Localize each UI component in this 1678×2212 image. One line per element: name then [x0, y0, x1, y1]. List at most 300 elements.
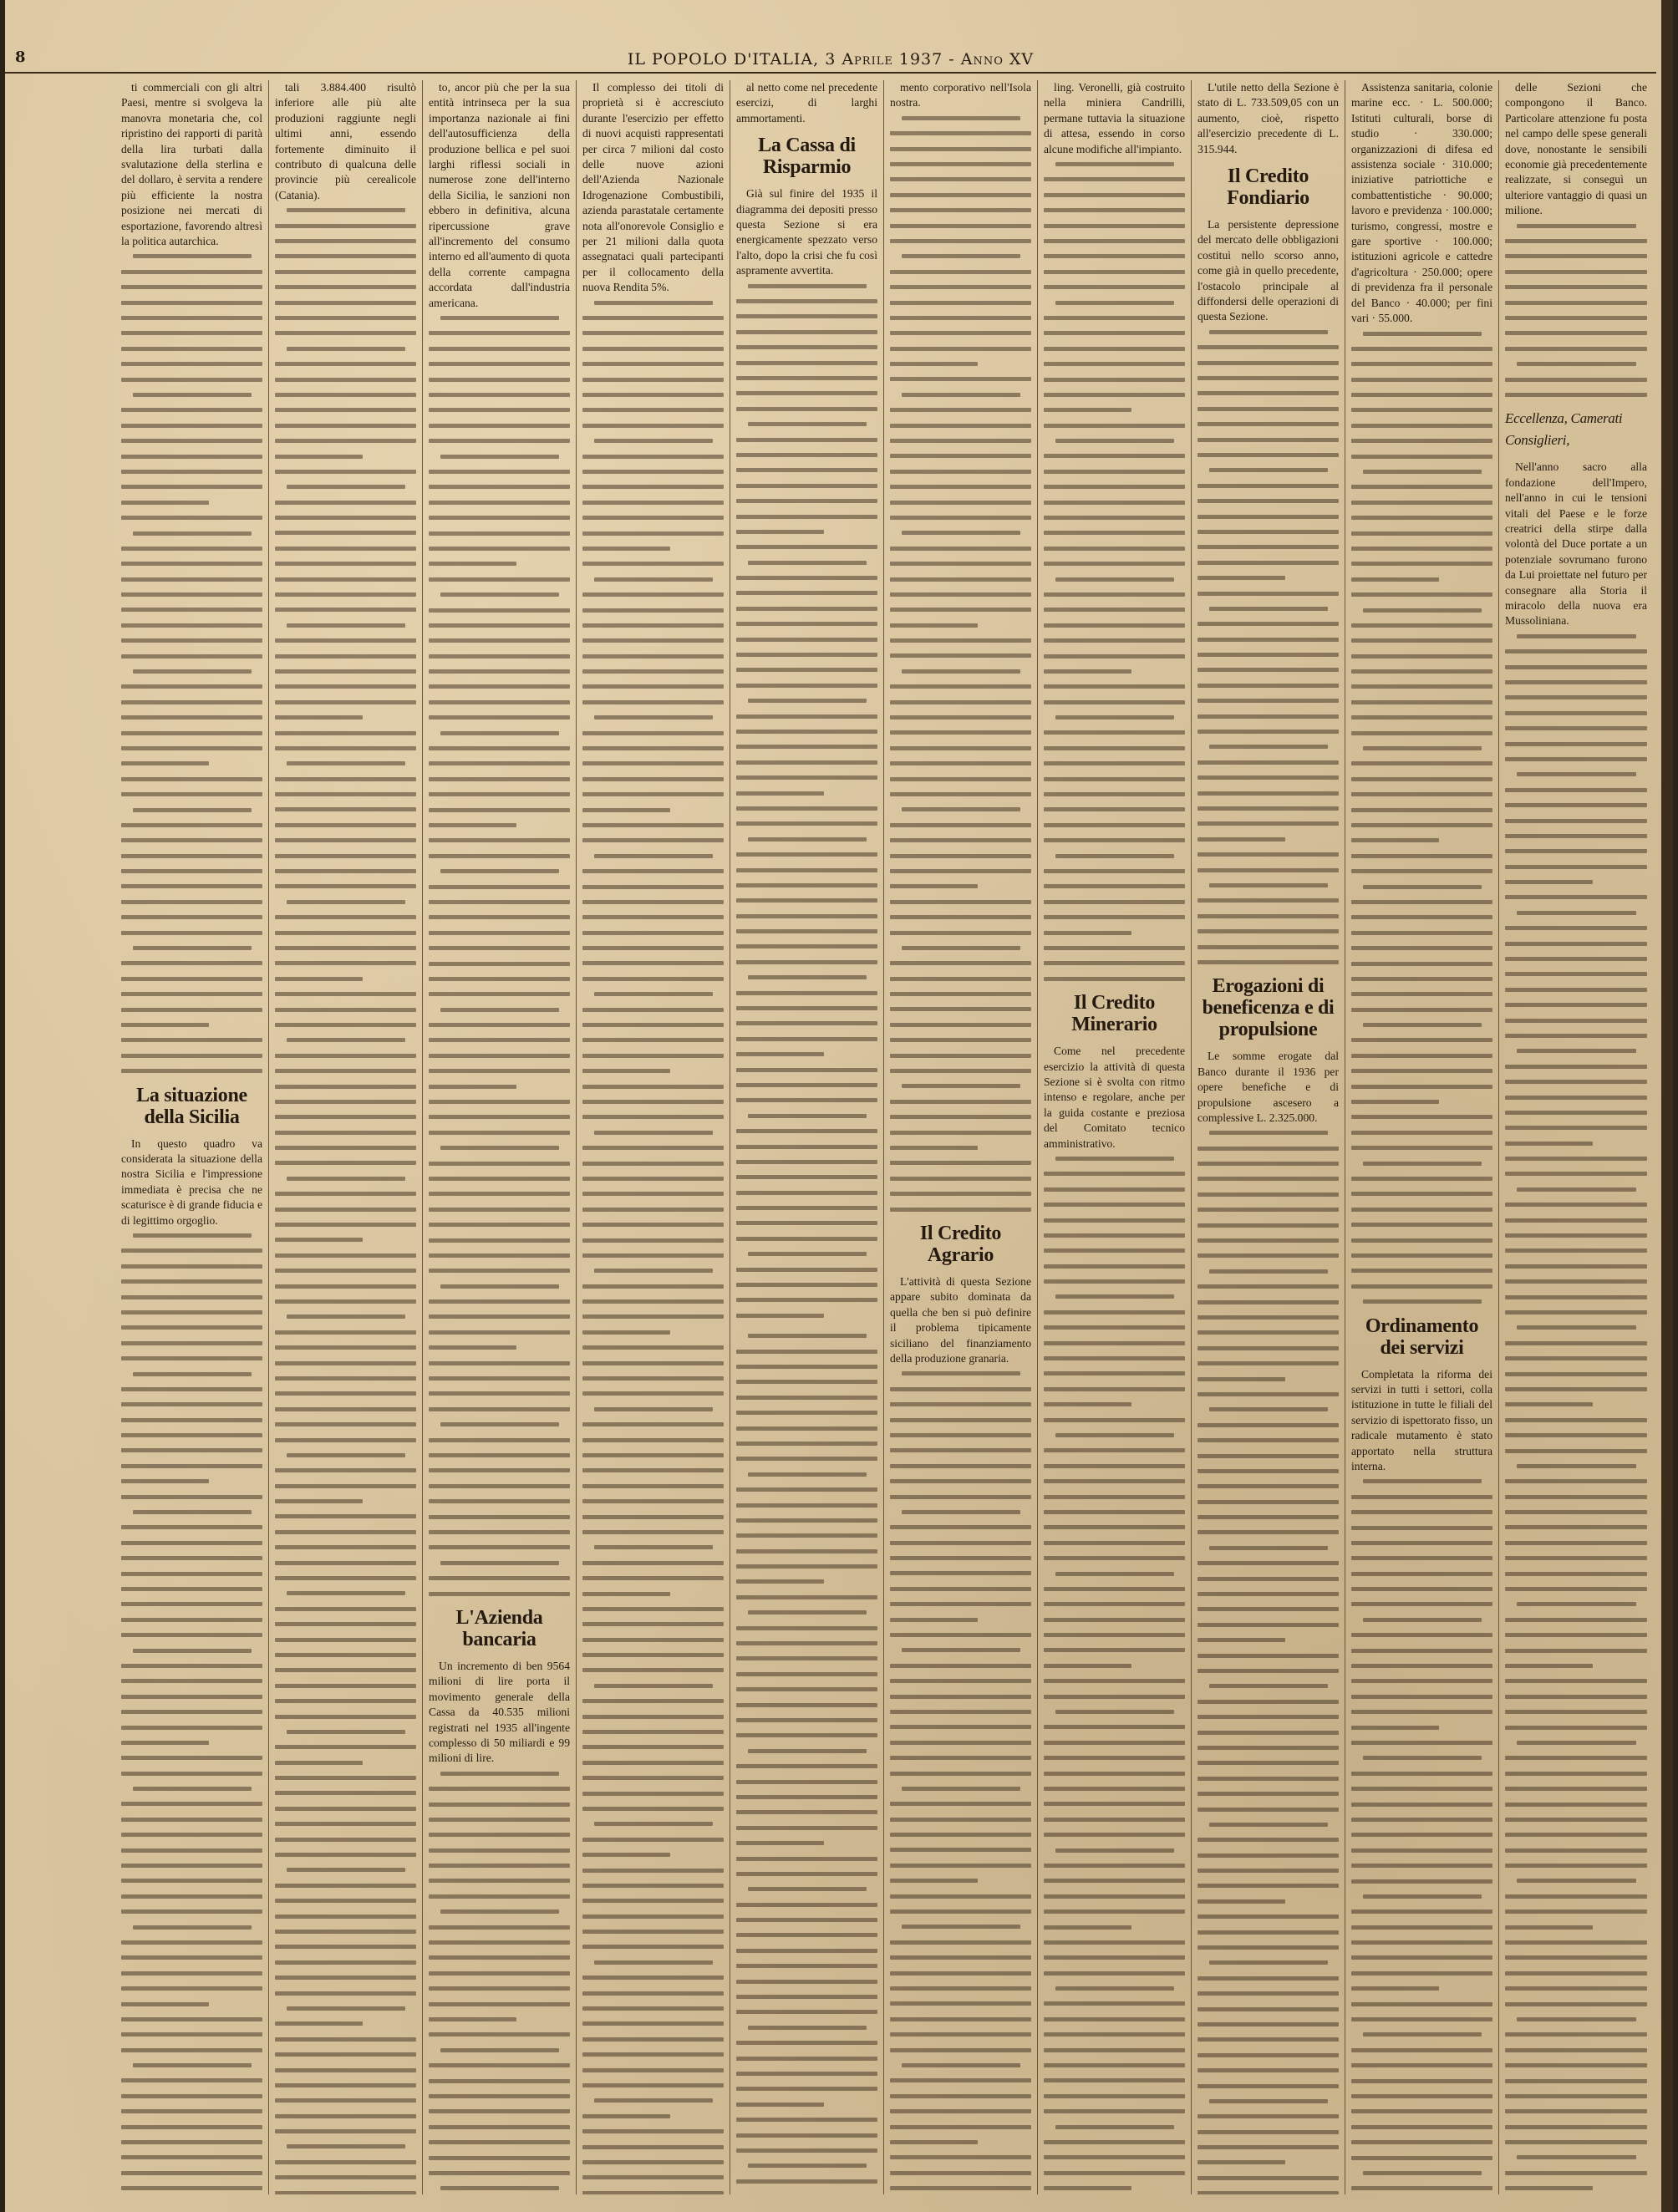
text-line	[121, 1402, 262, 1406]
text-line	[275, 1561, 416, 1565]
text-line	[736, 622, 877, 626]
text-line	[429, 1499, 570, 1503]
text-line	[1505, 1264, 1647, 1269]
text-line	[1351, 2002, 1492, 2006]
text-line	[1044, 792, 1185, 796]
text-line	[275, 424, 416, 428]
text-line	[1044, 654, 1185, 659]
text-line	[1351, 1192, 1492, 1196]
text-line	[1351, 900, 1492, 904]
text-line	[121, 623, 262, 628]
text-line	[1209, 1684, 1328, 1688]
text-line	[1505, 1864, 1647, 1868]
text-line	[275, 838, 416, 842]
text-line	[429, 1879, 570, 1883]
text-line	[582, 1284, 724, 1289]
text-line	[1197, 376, 1339, 380]
text-line	[121, 516, 262, 520]
text-line	[736, 1129, 877, 1133]
text-line	[121, 501, 209, 505]
text-line	[902, 1648, 1020, 1652]
text-line	[121, 1971, 262, 1976]
text-line	[582, 1422, 724, 1426]
text-line	[1044, 638, 1185, 643]
text-line	[1044, 1479, 1185, 1483]
text-line	[736, 1052, 824, 1056]
text-line	[275, 1622, 416, 1626]
text-line	[582, 1238, 724, 1243]
text-line	[890, 915, 1031, 919]
text-line	[429, 547, 570, 551]
text-line	[890, 854, 1031, 858]
column-10-section-text: Nell'anno sacro alla fondazione dell'Impero, nell'anno in cui le tensioni vitali del Paese e le forze creatrici della stirpe dalla volontà del Duce portate a un potenziale sovrumano furono da Lui proiettate nel futuro per consegnare alla Storia il miracolo della nuova era Mussoliniana.	[1505, 460, 1647, 628]
text-line	[440, 592, 559, 597]
text-line	[1351, 1038, 1492, 1042]
text-line	[275, 254, 416, 258]
text-line	[736, 1826, 877, 1830]
text-line	[1044, 684, 1185, 689]
text-line	[287, 208, 405, 212]
text-line	[275, 684, 416, 689]
text-line	[1505, 834, 1647, 838]
text-line	[440, 2186, 559, 2190]
text-line	[736, 991, 877, 995]
text-line	[429, 347, 570, 351]
text-line	[1197, 1162, 1339, 1166]
text-line	[133, 669, 252, 674]
text-line	[275, 915, 416, 919]
text-line	[1055, 577, 1174, 582]
text-line	[1044, 2109, 1185, 2113]
text-line	[429, 470, 570, 474]
text-line	[121, 2078, 262, 2082]
text-line	[1044, 1648, 1185, 1652]
text-line	[1505, 803, 1647, 807]
text-line	[582, 1038, 724, 1042]
text-line	[1505, 2140, 1647, 2144]
text-line	[287, 1453, 405, 1457]
text-line	[1517, 1741, 1636, 1745]
text-line	[890, 1479, 1031, 1483]
text-line	[1505, 2186, 1593, 2190]
text-line	[429, 1864, 570, 1868]
text-line	[133, 1233, 252, 1238]
text-line	[1351, 731, 1492, 735]
text-line	[1197, 2191, 1339, 2194]
text-line	[1351, 1223, 1492, 1227]
text-line	[275, 1945, 416, 1949]
body-text-lines	[1505, 634, 1647, 2194]
text-line	[1351, 1146, 1492, 1150]
text-line	[890, 884, 978, 888]
text-line	[429, 1803, 570, 1807]
text-line	[582, 777, 724, 781]
text-line	[287, 1591, 405, 1595]
text-line	[736, 1564, 877, 1569]
text-line	[275, 470, 416, 474]
text-line	[1044, 1464, 1185, 1468]
text-line	[1044, 1233, 1185, 1238]
text-line	[1209, 1960, 1328, 1965]
text-line	[1197, 2053, 1339, 2057]
text-line	[1351, 623, 1492, 628]
text-line	[1055, 162, 1174, 166]
text-line	[121, 2140, 262, 2144]
text-line	[736, 2087, 877, 2091]
text-line	[890, 301, 1031, 305]
text-line	[1044, 1203, 1185, 1207]
text-line	[1197, 1792, 1339, 1796]
text-line	[736, 668, 877, 672]
text-line	[1055, 1710, 1174, 1714]
text-line	[1505, 316, 1647, 320]
text-line	[890, 1402, 1031, 1406]
text-line	[287, 761, 405, 765]
text-line	[582, 1223, 724, 1227]
text-line	[890, 838, 1031, 842]
text-line	[736, 898, 877, 903]
text-line	[121, 1325, 262, 1330]
text-line	[890, 869, 1031, 873]
text-line	[1351, 531, 1492, 536]
text-line	[1505, 1572, 1647, 1576]
text-line	[1044, 562, 1185, 566]
text-line	[121, 1387, 262, 1391]
text-line	[275, 1960, 416, 1965]
text-line	[275, 1100, 416, 1104]
text-line	[748, 1610, 867, 1615]
text-line	[1044, 470, 1185, 474]
text-line	[582, 531, 724, 536]
text-line	[1044, 1325, 1185, 1330]
text-line	[736, 1810, 877, 1814]
text-line	[1044, 393, 1185, 397]
text-line	[1351, 424, 1492, 428]
text-line	[1044, 362, 1185, 366]
text-line	[1351, 823, 1492, 827]
text-line	[736, 1268, 877, 1272]
text-line	[1505, 1142, 1593, 1146]
text-line	[1044, 547, 1185, 551]
text-line	[121, 1279, 262, 1284]
text-line	[1351, 1526, 1492, 1530]
text-line	[582, 2037, 724, 2042]
heading-ordinamento-servizi: Ordinamento dei servizi	[1365, 1314, 1479, 1359]
text-line	[1505, 2079, 1647, 2083]
text-line	[1197, 1192, 1339, 1197]
text-line	[890, 239, 1031, 243]
text-line	[121, 1069, 262, 1073]
text-line	[1505, 1157, 1647, 1161]
text-line	[736, 2057, 877, 2061]
text-line	[1197, 1315, 1339, 1320]
text-line	[1505, 957, 1647, 961]
text-line	[736, 1579, 824, 1584]
text-line	[736, 1191, 877, 1195]
text-line	[1197, 545, 1339, 549]
text-line	[121, 1802, 262, 1806]
text-line	[1505, 788, 1647, 792]
body-text-lines	[1197, 1131, 1339, 2194]
text-line	[275, 1208, 416, 1212]
text-line	[275, 531, 416, 535]
text-line	[582, 1253, 724, 1258]
column-7	[1038, 80, 1192, 2194]
text-line	[736, 468, 877, 472]
text-line	[582, 931, 724, 935]
text-line	[582, 1576, 724, 1580]
text-line	[736, 2179, 877, 2184]
text-line	[736, 1083, 877, 1087]
text-line	[1197, 1423, 1339, 1427]
text-line	[736, 745, 877, 749]
text-line	[1505, 1649, 1647, 1653]
text-line	[1505, 239, 1647, 243]
text-line	[275, 516, 416, 520]
text-line	[1505, 819, 1647, 823]
text-line	[1197, 1208, 1339, 1212]
text-line	[582, 2129, 724, 2133]
text-line	[1505, 378, 1647, 382]
text-line	[275, 1499, 363, 1503]
text-line	[121, 1909, 262, 1914]
text-line	[275, 1915, 416, 1919]
text-line	[1351, 1510, 1492, 1514]
text-line	[121, 408, 262, 412]
column-9-text: Assistenza sanitaria, colonie marine ecc. · L. 500.000; Istituti culturali, borse di studio · 330.000; organizzazioni di difesa ed assistenza sociale · 310.000; iniziative patriottiche e combattentistiche · 90.000; lavoro e previdenza · 100.000; turismo, congressi, mostre e gare sportive · 100.000; istituzioni agricole e cattedre d'agricoltura · 250.000; opere di previdenza fra il personale del Banco · 40.000; per fini vari · 55.000.	[1351, 81, 1492, 325]
text-line	[275, 1791, 416, 1795]
text-line	[1197, 730, 1339, 734]
text-line	[121, 1448, 262, 1452]
text-line	[582, 1391, 724, 1396]
text-line	[890, 2140, 978, 2144]
text-line	[275, 2191, 416, 2194]
text-line	[582, 885, 724, 889]
text-line	[890, 1433, 1031, 1437]
text-line	[440, 1422, 559, 1426]
text-line	[1044, 869, 1185, 873]
text-line	[275, 1838, 416, 1842]
text-line	[121, 1633, 262, 1637]
text-line	[594, 1269, 713, 1273]
text-line	[582, 1530, 724, 1534]
text-line	[1197, 1223, 1339, 1228]
text-line	[736, 591, 877, 595]
text-line	[1044, 1741, 1185, 1745]
text-line	[1351, 485, 1492, 489]
text-line	[429, 393, 570, 397]
text-line	[121, 1772, 262, 1776]
text-line	[275, 1991, 416, 1996]
text-line	[1351, 761, 1492, 765]
text-line	[582, 2068, 724, 2072]
text-line	[1197, 391, 1339, 395]
column-4-text: Il complesso dei titoli di proprietà si è accresciuto durante l'esercizio per effetto di nuovi acquisti rappresentati per circa 7 milioni dal costo delle nuove azioni dell'Azienda Nazionale Idrogenazione Combustibili, azienda parastatale certamente nota all'onorevole Consiglio e per 21 milioni dalla quota assegnataci quali partecipanti per il collocamento della nuova Rendita 5%.	[582, 81, 724, 294]
text-line	[275, 1576, 416, 1580]
text-line	[1363, 1162, 1482, 1166]
page-header	[5, 47, 1656, 74]
text-line	[121, 2094, 262, 2098]
text-line	[1505, 895, 1647, 899]
text-line	[1505, 2032, 1647, 2037]
text-line	[1517, 1049, 1636, 1053]
text-line	[1363, 1299, 1482, 1304]
text-line	[1505, 1295, 1647, 1299]
text-line	[582, 1115, 724, 1119]
text-line	[1209, 1131, 1328, 1135]
text-line	[121, 1894, 262, 1899]
text-line	[1044, 2001, 1185, 2006]
text-line	[121, 1955, 262, 1960]
text-line	[1351, 1971, 1492, 1976]
text-line	[582, 1807, 724, 1811]
text-line	[582, 700, 724, 704]
text-line	[1197, 1991, 1339, 1996]
text-line	[133, 808, 252, 812]
text-line	[275, 1668, 416, 1672]
text-line	[429, 900, 570, 904]
text-line	[121, 485, 262, 489]
text-line	[429, 2140, 570, 2144]
text-line	[1044, 1618, 1185, 1622]
text-line	[748, 2026, 867, 2030]
text-line	[275, 2052, 416, 2057]
body-text-lines	[275, 208, 416, 2194]
text-line	[1351, 1131, 1492, 1135]
text-line	[1517, 362, 1636, 366]
text-line	[594, 854, 713, 858]
text-line	[582, 1853, 670, 1857]
text-line	[736, 684, 877, 688]
text-line	[1197, 653, 1339, 657]
text-line	[1044, 1802, 1185, 1806]
text-line	[1351, 547, 1492, 551]
column-9	[1345, 80, 1499, 2194]
text-line	[429, 516, 570, 520]
text-line	[890, 1495, 1031, 1499]
text-line	[582, 516, 724, 520]
text-line	[736, 638, 877, 642]
text-line	[1044, 977, 1185, 981]
text-line	[1197, 438, 1339, 442]
text-line	[582, 1699, 724, 1703]
text-line	[1044, 730, 1185, 735]
text-line	[1505, 1787, 1647, 1791]
text-line	[1351, 1925, 1492, 1930]
text-line	[736, 1283, 877, 1287]
text-line	[429, 1391, 570, 1396]
text-line	[429, 1407, 570, 1411]
text-line	[429, 715, 570, 720]
text-line	[287, 1177, 405, 1181]
text-line	[1517, 2155, 1636, 2159]
text-line	[582, 485, 724, 489]
text-line	[133, 1925, 252, 1930]
text-line	[736, 1145, 877, 1149]
text-line	[440, 1008, 559, 1012]
text-line	[429, 1592, 570, 1596]
text-line	[1197, 1238, 1339, 1243]
text-line	[121, 700, 262, 704]
text-line	[1351, 962, 1492, 966]
text-line	[121, 2002, 209, 2006]
text-line	[429, 915, 570, 919]
text-line	[1055, 854, 1174, 858]
text-line	[1351, 1679, 1492, 1683]
text-line	[1197, 1930, 1339, 1935]
text-line	[1044, 608, 1185, 612]
text-line	[429, 2156, 570, 2160]
text-line	[582, 1668, 724, 1672]
text-line	[121, 1038, 262, 1042]
text-line	[1197, 668, 1339, 672]
text-line	[748, 699, 867, 703]
text-line	[1505, 2171, 1647, 2175]
text-line	[1351, 792, 1492, 796]
text-line	[582, 1991, 724, 1996]
text-line	[1209, 745, 1328, 749]
text-line	[429, 1085, 516, 1089]
text-line	[287, 1868, 405, 1872]
text-line	[736, 1764, 877, 1768]
text-line	[1197, 1284, 1339, 1289]
text-line	[890, 992, 1031, 996]
text-line	[1197, 1177, 1339, 1181]
text-line	[736, 775, 877, 780]
text-line	[121, 1248, 262, 1253]
column-3	[423, 80, 577, 2194]
text-line	[1351, 1772, 1492, 1776]
text-line	[594, 715, 713, 720]
text-line	[582, 1008, 724, 1012]
text-line	[890, 147, 1031, 151]
text-line	[1044, 1602, 1185, 1606]
text-line	[1351, 378, 1492, 382]
text-line	[1055, 1572, 1174, 1576]
text-line	[1197, 561, 1339, 565]
text-line	[736, 1350, 877, 1354]
text-line	[429, 331, 570, 335]
text-line	[890, 454, 1031, 458]
column-5	[730, 80, 884, 2194]
text-line	[1055, 301, 1174, 305]
text-line	[275, 1545, 416, 1549]
text-line	[594, 577, 713, 582]
text-line	[1517, 1187, 1636, 1192]
text-line	[1505, 972, 1647, 976]
text-line	[890, 439, 1031, 443]
running-head: IL POPOLO D'ITALIA, 3 Aprile 1937 - Anno XV	[627, 50, 1035, 69]
text-line	[902, 807, 1020, 811]
body-text-lines	[1351, 332, 1492, 1304]
text-line	[1351, 946, 1492, 950]
text-line	[736, 1298, 877, 1302]
text-line	[736, 1021, 877, 1025]
text-line	[890, 131, 1031, 135]
text-line	[429, 931, 570, 935]
body-text-lines	[1505, 224, 1647, 397]
text-line	[275, 1131, 416, 1135]
text-line	[1351, 347, 1492, 351]
text-line	[582, 1330, 670, 1335]
text-line	[582, 1592, 670, 1596]
text-line	[1505, 988, 1647, 992]
text-line	[1363, 746, 1482, 750]
text-line	[1505, 1556, 1647, 1560]
text-line	[1351, 1284, 1492, 1289]
text-line	[1505, 331, 1647, 335]
text-line	[1197, 1899, 1285, 1904]
